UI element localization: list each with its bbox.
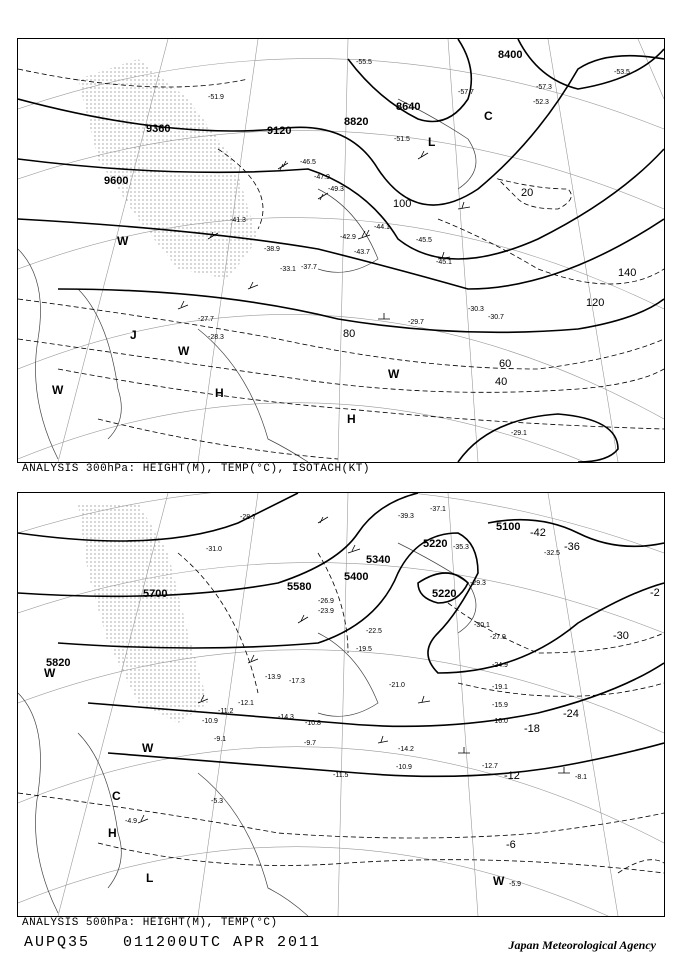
height-label: 5340 bbox=[366, 554, 391, 566]
temp-label: -55.5 bbox=[356, 59, 372, 66]
coastline bbox=[18, 543, 476, 916]
temp-label: -57.3 bbox=[536, 84, 552, 91]
temp-label: -37.7 bbox=[301, 264, 317, 271]
map-500hpa-canvas bbox=[18, 493, 664, 916]
station-label: -8.1 bbox=[575, 774, 588, 781]
isotach-label: 100 bbox=[393, 198, 412, 210]
station-label: -9.7 bbox=[304, 740, 317, 747]
stipple-area bbox=[78, 59, 258, 279]
station-label: -23.9 bbox=[318, 608, 334, 615]
height-label: 5400 bbox=[344, 571, 369, 583]
station-label: -5.3 bbox=[211, 798, 224, 805]
height-label: 8820 bbox=[344, 116, 369, 128]
high-symbol: H bbox=[347, 412, 356, 426]
temp-label: -28.3 bbox=[208, 334, 224, 341]
temp-contour-label: -18 bbox=[524, 723, 540, 735]
station-label: -11.5 bbox=[333, 772, 349, 779]
height-label: 9600 bbox=[104, 175, 129, 187]
temp-label: -38.9 bbox=[264, 246, 280, 253]
station-label: -14.3 bbox=[278, 714, 294, 721]
station-label: -10.9 bbox=[396, 764, 412, 771]
station-label: -24.9 bbox=[492, 662, 508, 669]
temp-contour-label: -42 bbox=[530, 527, 546, 539]
coastline bbox=[18, 99, 476, 462]
temp-labels bbox=[198, 59, 630, 437]
station-label: -21.0 bbox=[389, 682, 405, 689]
station-label: -28.7 bbox=[240, 514, 256, 521]
station-label: -37.1 bbox=[430, 506, 446, 513]
station-label: -19.1 bbox=[492, 684, 508, 691]
height-label: 5220 bbox=[423, 538, 448, 550]
station-label: -12.7 bbox=[482, 763, 498, 770]
temp-label: -46.5 bbox=[300, 159, 316, 166]
isotach-label: 20 bbox=[521, 187, 534, 199]
height-label: 8640 bbox=[396, 101, 421, 113]
height-label: 8400 bbox=[498, 49, 523, 61]
temp-label: -29.1 bbox=[511, 430, 527, 437]
station-label: -27.9 bbox=[490, 634, 506, 641]
warm-symbol: W bbox=[388, 367, 400, 381]
agency-name: Japan Meteorological Agency bbox=[508, 938, 656, 952]
station-label: -30.1 bbox=[474, 622, 490, 629]
low-symbol: L bbox=[146, 871, 154, 885]
temp-label: -27.7 bbox=[198, 316, 214, 323]
temp-label: -45.1 bbox=[436, 259, 452, 266]
temp-label: -42.9 bbox=[340, 234, 356, 241]
jet-symbol: J bbox=[130, 328, 137, 342]
station-label: -10.8 bbox=[305, 720, 321, 727]
temp-contour-label: -2 bbox=[650, 587, 660, 599]
panel2-caption: ANALYSIS 500hPa: HEIGHT(M), TEMP(°C) bbox=[22, 917, 278, 929]
station-label: -22.5 bbox=[366, 628, 382, 635]
temp-label: -53.5 bbox=[614, 69, 630, 76]
isotach-label: 120 bbox=[586, 297, 605, 309]
station-label: -11.2 bbox=[218, 708, 234, 715]
height-label: 5700 bbox=[143, 588, 168, 600]
warm-symbol: W bbox=[178, 344, 190, 358]
station-label: -4.9 bbox=[125, 818, 138, 825]
height-label: 9360 bbox=[146, 123, 171, 135]
station-label: -39.3 bbox=[398, 513, 414, 520]
isotach-label: 60 bbox=[499, 358, 512, 370]
temp-label: -51.9 bbox=[208, 94, 224, 101]
temp-label: -49.3 bbox=[328, 186, 344, 193]
station-label: -31.0 bbox=[206, 546, 222, 553]
station-label: -32.5 bbox=[544, 550, 560, 557]
station-label: -12.1 bbox=[238, 700, 254, 707]
temp-label: -47.9 bbox=[314, 174, 330, 181]
station-label: -13.9 bbox=[265, 674, 281, 681]
low-symbol: L bbox=[428, 135, 436, 149]
chart-identifier bbox=[24, 934, 321, 951]
isotach-label: 80 bbox=[343, 328, 356, 340]
station-label: -17.3 bbox=[289, 678, 305, 685]
height-label: 5580 bbox=[287, 581, 312, 593]
height-label: 5100 bbox=[496, 521, 521, 533]
warm-symbol: W bbox=[44, 666, 56, 680]
station-label: -35.3 bbox=[453, 544, 469, 551]
temp-label: -45.5 bbox=[416, 237, 432, 244]
temp-label: -51.5 bbox=[394, 136, 410, 143]
temp-label: -52.3 bbox=[533, 99, 549, 106]
high-symbol: H bbox=[215, 386, 224, 400]
cold-symbol: C bbox=[484, 109, 493, 123]
cold-symbol: C bbox=[112, 789, 121, 803]
map-300hpa-canvas bbox=[18, 39, 664, 462]
warm-symbol: W bbox=[493, 874, 505, 888]
station-label: -10.9 bbox=[202, 718, 218, 725]
warm-symbol: W bbox=[52, 383, 64, 397]
station-label: -9.1 bbox=[214, 736, 227, 743]
isotach-label: 140 bbox=[618, 267, 637, 279]
station-label: -26.9 bbox=[318, 598, 334, 605]
station-label: -14.2 bbox=[398, 746, 414, 753]
warm-symbol: W bbox=[117, 234, 129, 248]
temp-label: -44.1 bbox=[374, 224, 390, 231]
temp-contour-label: -24 bbox=[563, 708, 579, 720]
warm-symbol: W bbox=[142, 741, 154, 755]
temp-label: -30.3 bbox=[468, 306, 484, 313]
high-symbol: H bbox=[108, 826, 117, 840]
temp-contour-label: -36 bbox=[564, 541, 580, 553]
temp-label: -41.3 bbox=[230, 217, 246, 224]
temp-label: -43.7 bbox=[354, 249, 370, 256]
temp-label: -29.7 bbox=[408, 319, 424, 326]
station-label: -16.0 bbox=[492, 718, 508, 725]
height-label: 5220 bbox=[432, 588, 457, 600]
station-label: -15.9 bbox=[492, 702, 508, 709]
temp-contour-labels bbox=[504, 527, 660, 851]
temp-label: -30.7 bbox=[488, 314, 504, 321]
temp-contour-label: -6 bbox=[506, 839, 516, 851]
valid-time: 011200UTC APR 2011 bbox=[123, 934, 322, 951]
analysis-500hpa-map bbox=[17, 492, 665, 917]
temp-label: -57.7 bbox=[458, 89, 474, 96]
temp-contour-label: -30 bbox=[613, 630, 629, 642]
height-label: 5820 bbox=[46, 657, 71, 669]
station-label: -5.9 bbox=[509, 881, 522, 888]
isotach-label: 40 bbox=[495, 376, 508, 388]
temp-label: -33.1 bbox=[280, 266, 296, 273]
temp-contour-label: -12 bbox=[504, 770, 520, 782]
height-label: 9120 bbox=[267, 125, 292, 137]
panel1-caption: ANALYSIS 300hPa: HEIGHT(M), TEMP(°C), ISOTACH(KT) bbox=[22, 463, 370, 475]
station-label: -29.3 bbox=[470, 580, 486, 587]
analysis-300hpa-map bbox=[17, 38, 665, 463]
chart-id: AUPQ35 bbox=[24, 934, 91, 951]
station-label: -19.5 bbox=[356, 646, 372, 653]
